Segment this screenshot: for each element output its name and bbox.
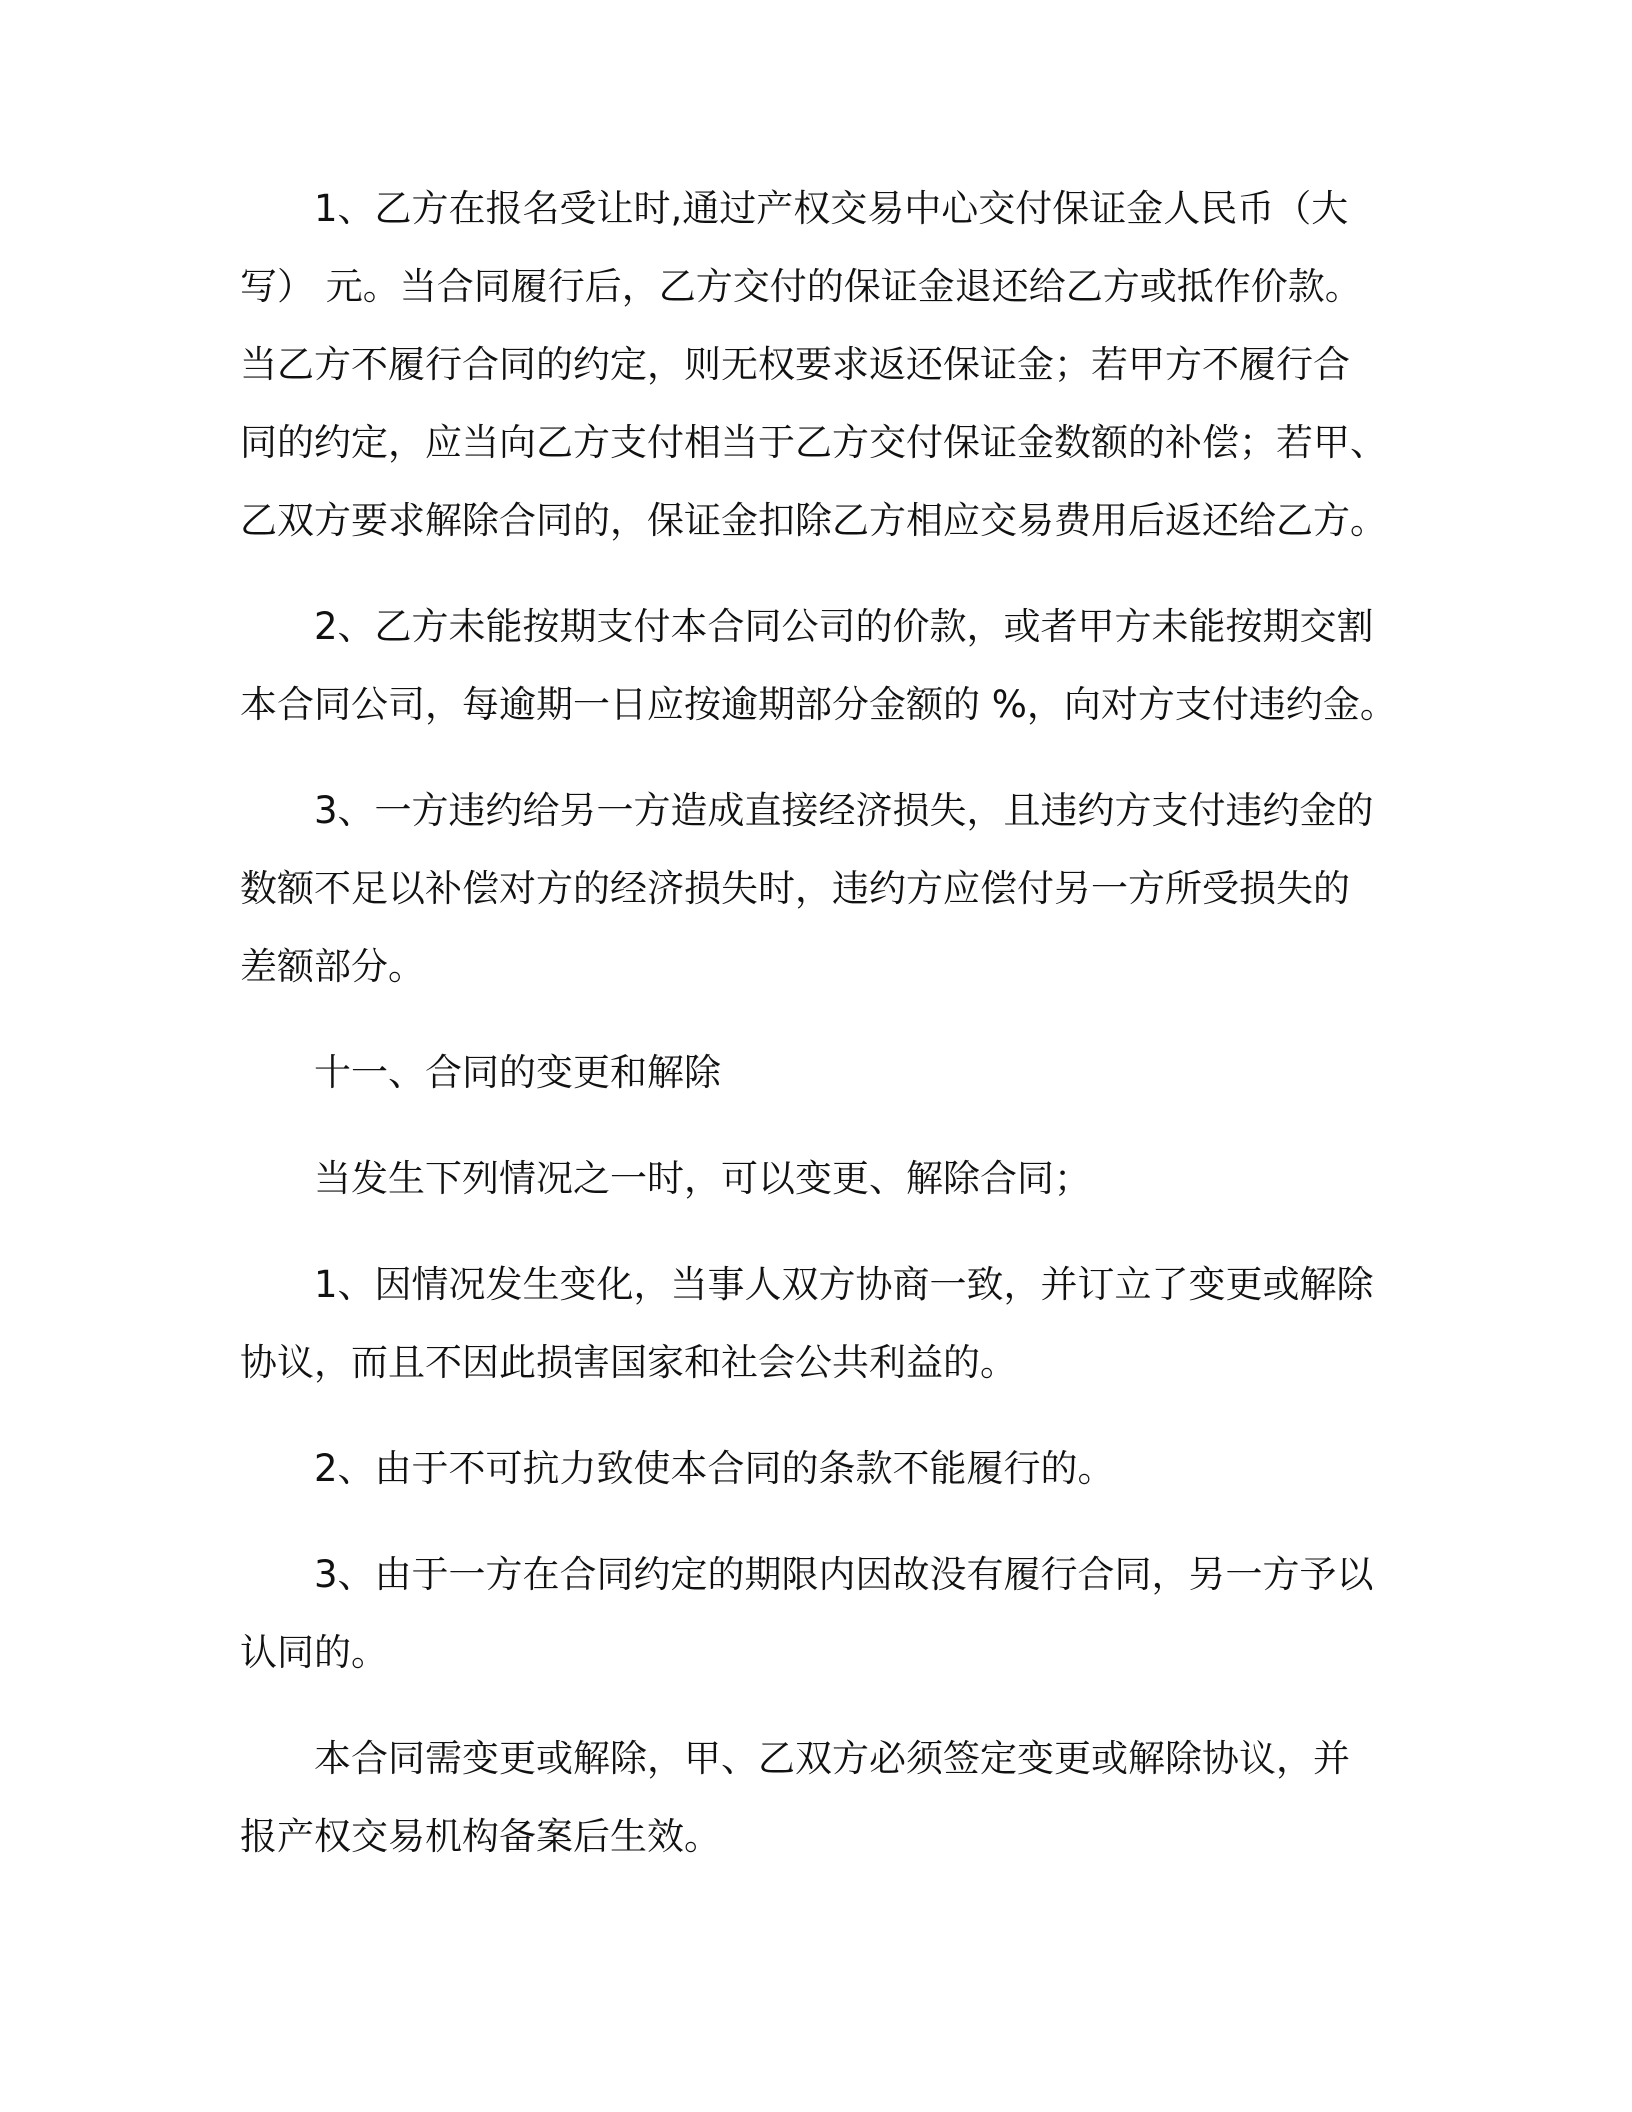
text-line: 数额不足以补偿对方的经济损失时，违约方应偿付另一方所受损失的 <box>240 867 1350 910</box>
text-line: 1、乙方在报名受让时,通过产权交易中心交付保证金人民币（大 <box>314 187 1349 230</box>
text-line: 认同的。 <box>240 1631 388 1674</box>
text-line: 本合同需变更或解除，甲、乙双方必须签定变更或解除协议，并 <box>314 1737 1350 1780</box>
conditions-intro <box>240 1140 1390 1218</box>
text-line: 当发生下列情况之一时，可以变更、解除合同； <box>314 1157 1091 1200</box>
text-line: 2、由于不可抗力致使本合同的条款不能履行的。 <box>314 1447 1115 1490</box>
section-title: 十一、合同的变更和解除 <box>314 1051 721 1094</box>
text-line: 当乙方不履行合同的约定，则无权要求返还保证金；若甲方不履行合 <box>240 343 1350 386</box>
text-line: 协议，而且不因此损害国家和社会公共利益的。 <box>240 1341 1017 1384</box>
amendment-procedure <box>240 1720 1390 1876</box>
condition-1-mutual-agreement <box>240 1246 1390 1402</box>
text-line: 本合同公司，每逾期一日应按逾期部分金额的 %，向对方支付违约金。 <box>240 683 1397 726</box>
section-heading-11 <box>240 1034 1390 1112</box>
text-line: 报产权交易机构备案后生效。 <box>240 1815 721 1858</box>
condition-3-nonperformance <box>240 1536 1390 1692</box>
clause-3-damages <box>240 772 1390 1006</box>
text-line: 乙双方要求解除合同的，保证金扣除乙方相应交易费用后返还给乙方。 <box>240 499 1387 542</box>
text-line: 差额部分。 <box>240 945 425 988</box>
text-line: 写） 元。当合同履行后，乙方交付的保证金退还给乙方或抵作价款。 <box>240 265 1362 308</box>
text-line: 3、由于一方在合同约定的期限内因故没有履行合同，另一方予以 <box>314 1553 1374 1596</box>
text-line: 2、乙方未能按期支付本合同公司的价款，或者甲方未能按期交割 <box>314 605 1374 648</box>
text-line: 1、因情况发生变化，当事人双方协商一致，并订立了变更或解除 <box>314 1263 1374 1306</box>
clause-2-late-payment <box>240 588 1397 744</box>
text-line: 同的约定，应当向乙方支付相当于乙方交付保证金数额的补偿；若甲、 <box>240 421 1387 464</box>
document-page <box>240 170 1397 1876</box>
text-line: 3、一方违约给另一方造成直接经济损失，且违约方支付违约金的 <box>314 789 1374 832</box>
condition-2-force-majeure <box>240 1430 1390 1508</box>
clause-1-deposit <box>240 170 1390 560</box>
